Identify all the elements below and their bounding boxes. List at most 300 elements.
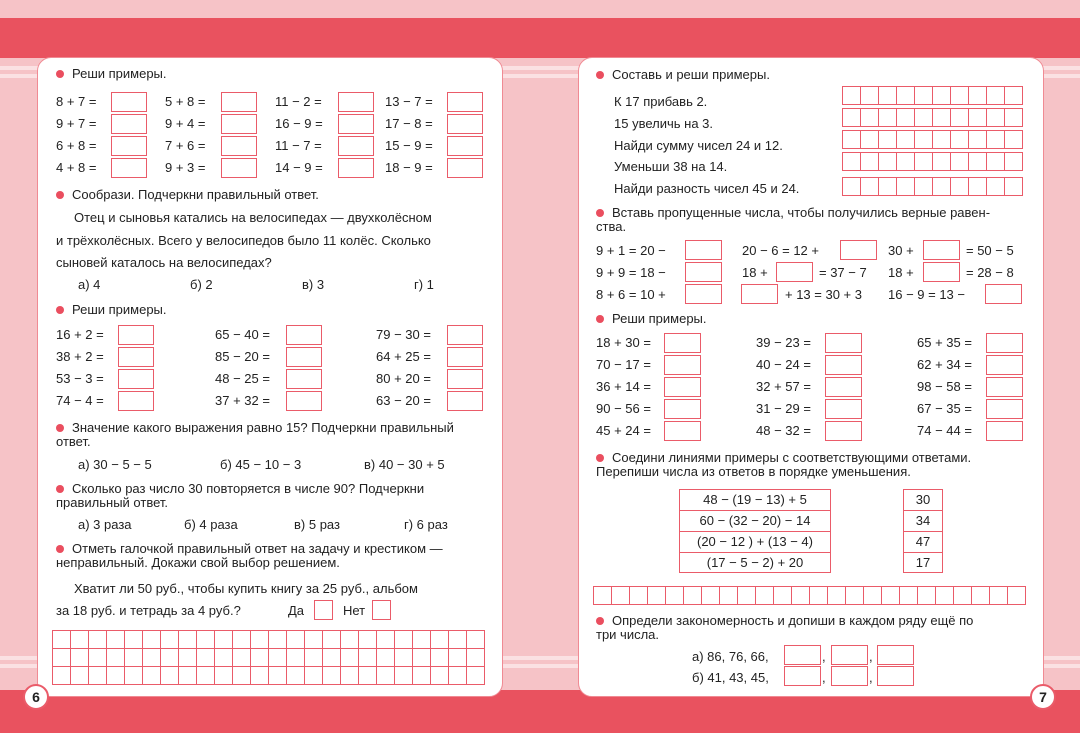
- match-answer[interactable]: 34: [904, 511, 942, 532]
- answer-box[interactable]: [986, 355, 1023, 375]
- grid-cell[interactable]: [879, 131, 897, 149]
- answer-box[interactable]: [118, 347, 154, 367]
- grid-cell[interactable]: [377, 667, 395, 685]
- answer-box[interactable]: [221, 158, 257, 178]
- expression: = 28 − 8: [966, 265, 1014, 280]
- grid-cell[interactable]: [215, 667, 233, 685]
- grid-cell[interactable]: [143, 631, 161, 649]
- grid-cell[interactable]: [233, 667, 251, 685]
- writing-grid[interactable]: [52, 630, 485, 685]
- answer-box[interactable]: [825, 333, 862, 353]
- expression: 18 − 9 =: [385, 160, 433, 175]
- page-number: 6: [23, 684, 49, 710]
- answer-box[interactable]: [447, 325, 483, 345]
- task2-heading: Сообрази. Подчеркни правильный ответ.: [72, 187, 319, 202]
- answer-box[interactable]: [985, 284, 1022, 304]
- expression: 32 + 57 =: [756, 379, 811, 394]
- grid-cell[interactable]: [756, 587, 774, 605]
- grid-cell[interactable]: [53, 631, 71, 649]
- answer-box[interactable]: [221, 136, 257, 156]
- grid-cell[interactable]: [684, 587, 702, 605]
- answer-box[interactable]: [118, 369, 154, 389]
- grid-cell[interactable]: [861, 178, 879, 196]
- grid-cell[interactable]: [987, 178, 1005, 196]
- answer-option[interactable]: в) 40 − 30 + 5: [364, 457, 445, 472]
- answer-option[interactable]: г) 6 раз: [404, 517, 448, 532]
- answer-grid[interactable]: [593, 586, 1026, 605]
- answer-box[interactable]: [825, 421, 862, 441]
- grid-cell[interactable]: [864, 587, 882, 605]
- expression: 63 − 20 =: [376, 393, 431, 408]
- grid-cell[interactable]: [1008, 587, 1026, 605]
- grid-cell[interactable]: [738, 587, 756, 605]
- expression: 80 + 20 =: [376, 371, 431, 386]
- grid-cell[interactable]: [341, 649, 359, 667]
- grid-cell[interactable]: [395, 631, 413, 649]
- grid-cell[interactable]: [969, 109, 987, 127]
- task4-heading: Значение какого выражения равно 15? Подчеркни правильный: [72, 420, 454, 435]
- expression: 45 + 24 =: [596, 423, 651, 438]
- answer-box[interactable]: [664, 421, 701, 441]
- answer-option[interactable]: б) 4 раза: [184, 517, 238, 532]
- grid-cell[interactable]: [197, 667, 215, 685]
- answer-box[interactable]: [825, 355, 862, 375]
- expression: 9 + 3 =: [165, 160, 206, 175]
- answer-box[interactable]: [840, 240, 877, 260]
- match-answer[interactable]: 17: [915, 555, 931, 570]
- comma: ,: [869, 649, 873, 664]
- grid-cell[interactable]: [720, 587, 738, 605]
- grid-cell[interactable]: [269, 667, 287, 685]
- answer-box[interactable]: [986, 421, 1023, 441]
- expression: 17 − 8 =: [385, 116, 433, 131]
- task5-heading: правильный ответ.: [56, 495, 169, 510]
- grid-cell[interactable]: [305, 649, 323, 667]
- answer-grid[interactable]: [842, 108, 1023, 127]
- expression: 30 +: [888, 243, 914, 258]
- grid-cell[interactable]: [53, 649, 71, 667]
- grid-cell[interactable]: [359, 649, 377, 667]
- answer-box[interactable]: [286, 325, 322, 345]
- match-expression[interactable]: 60 − (32 − 20) − 14: [680, 511, 830, 532]
- grid-cell[interactable]: [882, 587, 900, 605]
- grid-cell[interactable]: [233, 649, 251, 667]
- grid-cell[interactable]: [1005, 109, 1023, 127]
- grid-cell[interactable]: [377, 649, 395, 667]
- expression: 20 − 6 = 12 +: [742, 243, 819, 258]
- task5-heading: Сколько раз число 30 повторяется в числе 90? Подчеркни: [72, 481, 425, 496]
- answer-option[interactable]: в) 5 раз: [294, 517, 340, 532]
- match-expression[interactable]: (20 − 12 ) + (13 − 4): [680, 532, 830, 553]
- grid-cell[interactable]: [305, 667, 323, 685]
- grid-cell[interactable]: [251, 631, 269, 649]
- grid-cell[interactable]: [843, 178, 861, 196]
- answer-box[interactable]: [111, 136, 147, 156]
- grid-cell[interactable]: [897, 178, 915, 196]
- grid-cell[interactable]: [269, 649, 287, 667]
- grid-cell[interactable]: [861, 87, 879, 105]
- grid-cell[interactable]: [359, 667, 377, 685]
- grid-cell[interactable]: [215, 649, 233, 667]
- answer-box[interactable]: [877, 666, 914, 686]
- answer-box[interactable]: [118, 325, 154, 345]
- expression: = 37 − 7: [819, 265, 867, 280]
- grid-cell[interactable]: [897, 87, 915, 105]
- answer-box[interactable]: [447, 369, 483, 389]
- grid-cell[interactable]: [179, 649, 197, 667]
- grid-cell[interactable]: [107, 631, 125, 649]
- answer-box[interactable]: [447, 114, 483, 134]
- expression: 74 − 4 =: [56, 393, 104, 408]
- bullet-icon: [596, 71, 604, 79]
- expression: 11 − 7 =: [275, 138, 322, 153]
- answer-box[interactable]: [986, 399, 1023, 419]
- grid-cell[interactable]: [969, 87, 987, 105]
- grid-cell[interactable]: [251, 649, 269, 667]
- grid-cell[interactable]: [915, 87, 933, 105]
- task4-heading: Соедини линиями примеры с соответствующими ответами.: [612, 450, 972, 465]
- answer-option[interactable]: б) 2: [190, 277, 213, 292]
- grid-cell[interactable]: [915, 131, 933, 149]
- grid-cell[interactable]: [951, 109, 969, 127]
- task3-heading: Реши примеры.: [72, 302, 167, 317]
- grid-cell[interactable]: [915, 109, 933, 127]
- answer-grid[interactable]: [842, 152, 1023, 171]
- answer-option[interactable]: а) 3 раза: [78, 517, 132, 532]
- answer-box[interactable]: [286, 347, 322, 367]
- grid-cell[interactable]: [900, 587, 918, 605]
- grid-cell[interactable]: [53, 667, 71, 685]
- expression: 90 − 56 =: [596, 401, 651, 416]
- answer-grid[interactable]: [842, 130, 1023, 149]
- answer-box[interactable]: [447, 92, 483, 112]
- grid-cell[interactable]: [287, 667, 305, 685]
- yes-checkbox[interactable]: [314, 600, 333, 620]
- grid-cell[interactable]: [843, 131, 861, 149]
- grid-cell[interactable]: [1005, 178, 1023, 196]
- grid-cell[interactable]: [843, 153, 861, 171]
- answer-option[interactable]: в) 3: [302, 277, 325, 292]
- grid-cell[interactable]: [341, 631, 359, 649]
- answer-box[interactable]: [664, 355, 701, 375]
- expression: 13 − 7 =: [385, 94, 433, 109]
- grid-cell[interactable]: [951, 178, 969, 196]
- grid-cell[interactable]: [179, 667, 197, 685]
- no-label: Нет: [343, 603, 366, 618]
- task1-heading: Составь и реши примеры.: [612, 67, 770, 82]
- expression: 48 − 32 =: [756, 423, 811, 438]
- answer-box[interactable]: [685, 284, 722, 304]
- answer-box[interactable]: [776, 262, 813, 282]
- answer-box[interactable]: [784, 666, 821, 686]
- grid-cell[interactable]: [933, 131, 951, 149]
- answer-box[interactable]: [338, 114, 374, 134]
- grid-cell[interactable]: [215, 631, 233, 649]
- grid-cell[interactable]: [969, 131, 987, 149]
- grid-cell[interactable]: [143, 649, 161, 667]
- grid-cell[interactable]: [990, 587, 1008, 605]
- bullet-icon: [596, 209, 604, 217]
- grid-cell[interactable]: [846, 587, 864, 605]
- task2-text: Отец и сыновья катались на велосипедах — двухколёсном: [74, 210, 432, 225]
- grid-cell[interactable]: [395, 649, 413, 667]
- bullet-icon: [56, 485, 64, 493]
- grid-cell[interactable]: [879, 153, 897, 171]
- grid-cell[interactable]: [143, 667, 161, 685]
- task4-heading: Перепиши числа из ответов в порядке уменьшения.: [596, 464, 911, 479]
- grid-cell[interactable]: [933, 87, 951, 105]
- grid-cell[interactable]: [197, 631, 215, 649]
- grid-cell[interactable]: [413, 631, 431, 649]
- grid-cell[interactable]: [287, 631, 305, 649]
- answer-box[interactable]: [111, 158, 147, 178]
- grid-cell[interactable]: [969, 178, 987, 196]
- grid-cell[interactable]: [702, 587, 720, 605]
- grid-cell[interactable]: [1005, 87, 1023, 105]
- grid-cell[interactable]: [810, 587, 828, 605]
- grid-cell[interactable]: [897, 131, 915, 149]
- grid-cell[interactable]: [323, 667, 341, 685]
- expression: 18 +: [742, 265, 768, 280]
- expression: 9 + 4 =: [165, 116, 206, 131]
- bullet-icon: [56, 424, 64, 432]
- grid-cell[interactable]: [467, 649, 485, 667]
- sequence: б) 41, 43, 45,: [692, 670, 769, 685]
- bullet-icon: [56, 191, 64, 199]
- grid-cell[interactable]: [969, 153, 987, 171]
- answer-box[interactable]: [447, 136, 483, 156]
- grid-cell[interactable]: [107, 667, 125, 685]
- expression: 98 − 58 =: [917, 379, 972, 394]
- grid-cell[interactable]: [897, 109, 915, 127]
- no-checkbox[interactable]: [372, 600, 391, 620]
- expression: 38 + 2 =: [56, 349, 104, 364]
- answer-box[interactable]: [877, 645, 914, 665]
- grid-cell[interactable]: [861, 109, 879, 127]
- grid-cell[interactable]: [233, 631, 251, 649]
- grid-cell[interactable]: [107, 649, 125, 667]
- grid-cell[interactable]: [71, 649, 89, 667]
- grid-cell[interactable]: [987, 153, 1005, 171]
- answer-box[interactable]: [831, 666, 868, 686]
- expression: 36 + 14 =: [596, 379, 651, 394]
- answer-box[interactable]: [825, 399, 862, 419]
- grid-cell[interactable]: [594, 587, 612, 605]
- grid-cell[interactable]: [71, 631, 89, 649]
- answer-box[interactable]: [923, 262, 960, 282]
- instruction: Найди разность чисел 45 и 24.: [614, 181, 800, 196]
- grid-cell[interactable]: [197, 649, 215, 667]
- answer-box[interactable]: [741, 284, 778, 304]
- expression: 67 − 35 =: [917, 401, 972, 416]
- expression: 65 − 40 =: [215, 327, 270, 342]
- match-expression[interactable]: (17 − 5 − 2) + 20: [706, 555, 804, 570]
- expression: 5 + 8 =: [165, 94, 206, 109]
- answer-box[interactable]: [286, 369, 322, 389]
- expression: 14 − 9 =: [275, 160, 323, 175]
- answer-box[interactable]: [221, 92, 257, 112]
- grid-cell[interactable]: [1005, 153, 1023, 171]
- grid-cell[interactable]: [987, 87, 1005, 105]
- grid-cell[interactable]: [449, 649, 467, 667]
- expression: 16 − 9 =: [275, 116, 323, 131]
- grid-cell[interactable]: [89, 649, 107, 667]
- answer-box[interactable]: [831, 645, 868, 665]
- grid-cell[interactable]: [612, 587, 630, 605]
- grid-cell[interactable]: [413, 667, 431, 685]
- answer-box[interactable]: [685, 262, 722, 282]
- grid-cell[interactable]: [630, 587, 648, 605]
- grid-cell[interactable]: [933, 153, 951, 171]
- match-expression[interactable]: 48 − (19 − 13) + 5: [680, 490, 830, 511]
- answer-option[interactable]: а) 30 − 5 − 5: [78, 457, 152, 472]
- answer-box[interactable]: [221, 114, 257, 134]
- expression: 15 − 9 =: [385, 138, 433, 153]
- bullet-icon: [56, 545, 64, 553]
- grid-cell[interactable]: [467, 667, 485, 685]
- answer-option[interactable]: г) 1: [414, 277, 434, 292]
- answer-box[interactable]: [825, 377, 862, 397]
- right-page: [578, 57, 1044, 697]
- answer-box[interactable]: [338, 136, 374, 156]
- grid-cell[interactable]: [449, 667, 467, 685]
- grid-cell[interactable]: [951, 131, 969, 149]
- expression: 16 − 9 = 13 −: [888, 287, 965, 302]
- grid-cell[interactable]: [879, 87, 897, 105]
- grid-cell[interactable]: [915, 178, 933, 196]
- answer-box[interactable]: [447, 158, 483, 178]
- answer-box[interactable]: [111, 92, 147, 112]
- grid-cell[interactable]: [287, 649, 305, 667]
- answer-box[interactable]: [338, 158, 374, 178]
- grid-cell[interactable]: [161, 667, 179, 685]
- expression: 79 − 30 =: [376, 327, 431, 342]
- grid-cell[interactable]: [449, 631, 467, 649]
- grid-cell[interactable]: [395, 667, 413, 685]
- answer-box[interactable]: [685, 240, 722, 260]
- grid-cell[interactable]: [933, 109, 951, 127]
- grid-cell[interactable]: [987, 109, 1005, 127]
- answer-box[interactable]: [923, 240, 960, 260]
- grid-cell[interactable]: [431, 667, 449, 685]
- comma: ,: [822, 649, 826, 664]
- grid-cell[interactable]: [879, 109, 897, 127]
- grid-cell[interactable]: [972, 587, 990, 605]
- expression: 40 − 24 =: [756, 357, 811, 372]
- match-answer[interactable]: 47: [904, 532, 942, 553]
- grid-cell[interactable]: [828, 587, 846, 605]
- answer-box[interactable]: [447, 347, 483, 367]
- grid-cell[interactable]: [915, 153, 933, 171]
- bullet-icon: [56, 70, 64, 78]
- answer-grid[interactable]: [842, 86, 1023, 105]
- answer-box[interactable]: [986, 377, 1023, 397]
- grid-cell[interactable]: [269, 631, 287, 649]
- grid-cell[interactable]: [951, 87, 969, 105]
- grid-cell[interactable]: [843, 109, 861, 127]
- grid-cell[interactable]: [359, 631, 377, 649]
- answer-box[interactable]: [664, 333, 701, 353]
- answer-box[interactable]: [338, 92, 374, 112]
- grid-cell[interactable]: [861, 153, 879, 171]
- left-page: [37, 57, 503, 697]
- grid-cell[interactable]: [843, 87, 861, 105]
- expression: 31 − 29 =: [756, 401, 811, 416]
- grid-cell[interactable]: [161, 631, 179, 649]
- grid-cell[interactable]: [125, 649, 143, 667]
- grid-cell[interactable]: [987, 131, 1005, 149]
- bullet-icon: [56, 306, 64, 314]
- grid-cell[interactable]: [792, 587, 810, 605]
- expression: 65 + 35 =: [917, 335, 972, 350]
- grid-cell[interactable]: [648, 587, 666, 605]
- answer-option[interactable]: б) 45 − 10 − 3: [220, 457, 302, 472]
- grid-cell[interactable]: [377, 631, 395, 649]
- grid-cell[interactable]: [918, 587, 936, 605]
- grid-cell[interactable]: [431, 649, 449, 667]
- grid-cell[interactable]: [341, 667, 359, 685]
- answer-box[interactable]: [664, 399, 701, 419]
- grid-cell[interactable]: [431, 631, 449, 649]
- grid-cell[interactable]: [89, 631, 107, 649]
- grid-cell[interactable]: [1005, 131, 1023, 149]
- grid-cell[interactable]: [861, 131, 879, 149]
- grid-cell[interactable]: [954, 587, 972, 605]
- answer-box[interactable]: [664, 377, 701, 397]
- grid-cell[interactable]: [305, 631, 323, 649]
- grid-cell[interactable]: [251, 667, 269, 685]
- grid-cell[interactable]: [951, 153, 969, 171]
- grid-cell[interactable]: [774, 587, 792, 605]
- task2-text: и трёхколёсных. Всего у велосипедов было 11 колёс. Сколько: [56, 233, 431, 248]
- grid-cell[interactable]: [179, 631, 197, 649]
- expression: + 13 = 30 + 3: [785, 287, 862, 302]
- grid-cell[interactable]: [936, 587, 954, 605]
- grid-cell[interactable]: [161, 649, 179, 667]
- grid-cell[interactable]: [323, 649, 341, 667]
- match-answer[interactable]: 30: [904, 490, 942, 511]
- grid-cell[interactable]: [323, 631, 341, 649]
- answer-box[interactable]: [286, 391, 322, 411]
- expression: 9 + 9 = 18 −: [596, 265, 666, 280]
- grid-cell[interactable]: [89, 667, 107, 685]
- yes-label: Да: [288, 603, 305, 618]
- grid-cell[interactable]: [125, 631, 143, 649]
- page-number: 7: [1030, 684, 1056, 710]
- answer-box[interactable]: [447, 391, 483, 411]
- answer-grid[interactable]: [842, 177, 1023, 196]
- grid-cell[interactable]: [933, 178, 951, 196]
- grid-cell[interactable]: [897, 153, 915, 171]
- grid-cell[interactable]: [467, 631, 485, 649]
- grid-cell[interactable]: [666, 587, 684, 605]
- grid-cell[interactable]: [125, 667, 143, 685]
- answer-box[interactable]: [118, 391, 154, 411]
- answer-option[interactable]: а) 4: [78, 277, 101, 292]
- answer-box[interactable]: [784, 645, 821, 665]
- grid-cell[interactable]: [413, 649, 431, 667]
- grid-cell[interactable]: [879, 178, 897, 196]
- grid-cell[interactable]: [71, 667, 89, 685]
- answer-box[interactable]: [111, 114, 147, 134]
- instruction: К 17 прибавь 2.: [614, 94, 708, 109]
- expression: 48 − 25 =: [215, 371, 270, 386]
- task3-heading: Реши примеры.: [612, 311, 707, 326]
- task5-heading: три числа.: [596, 627, 660, 642]
- bullet-icon: [596, 617, 604, 625]
- answer-box[interactable]: [986, 333, 1023, 353]
- expression: 64 + 25 =: [376, 349, 431, 364]
